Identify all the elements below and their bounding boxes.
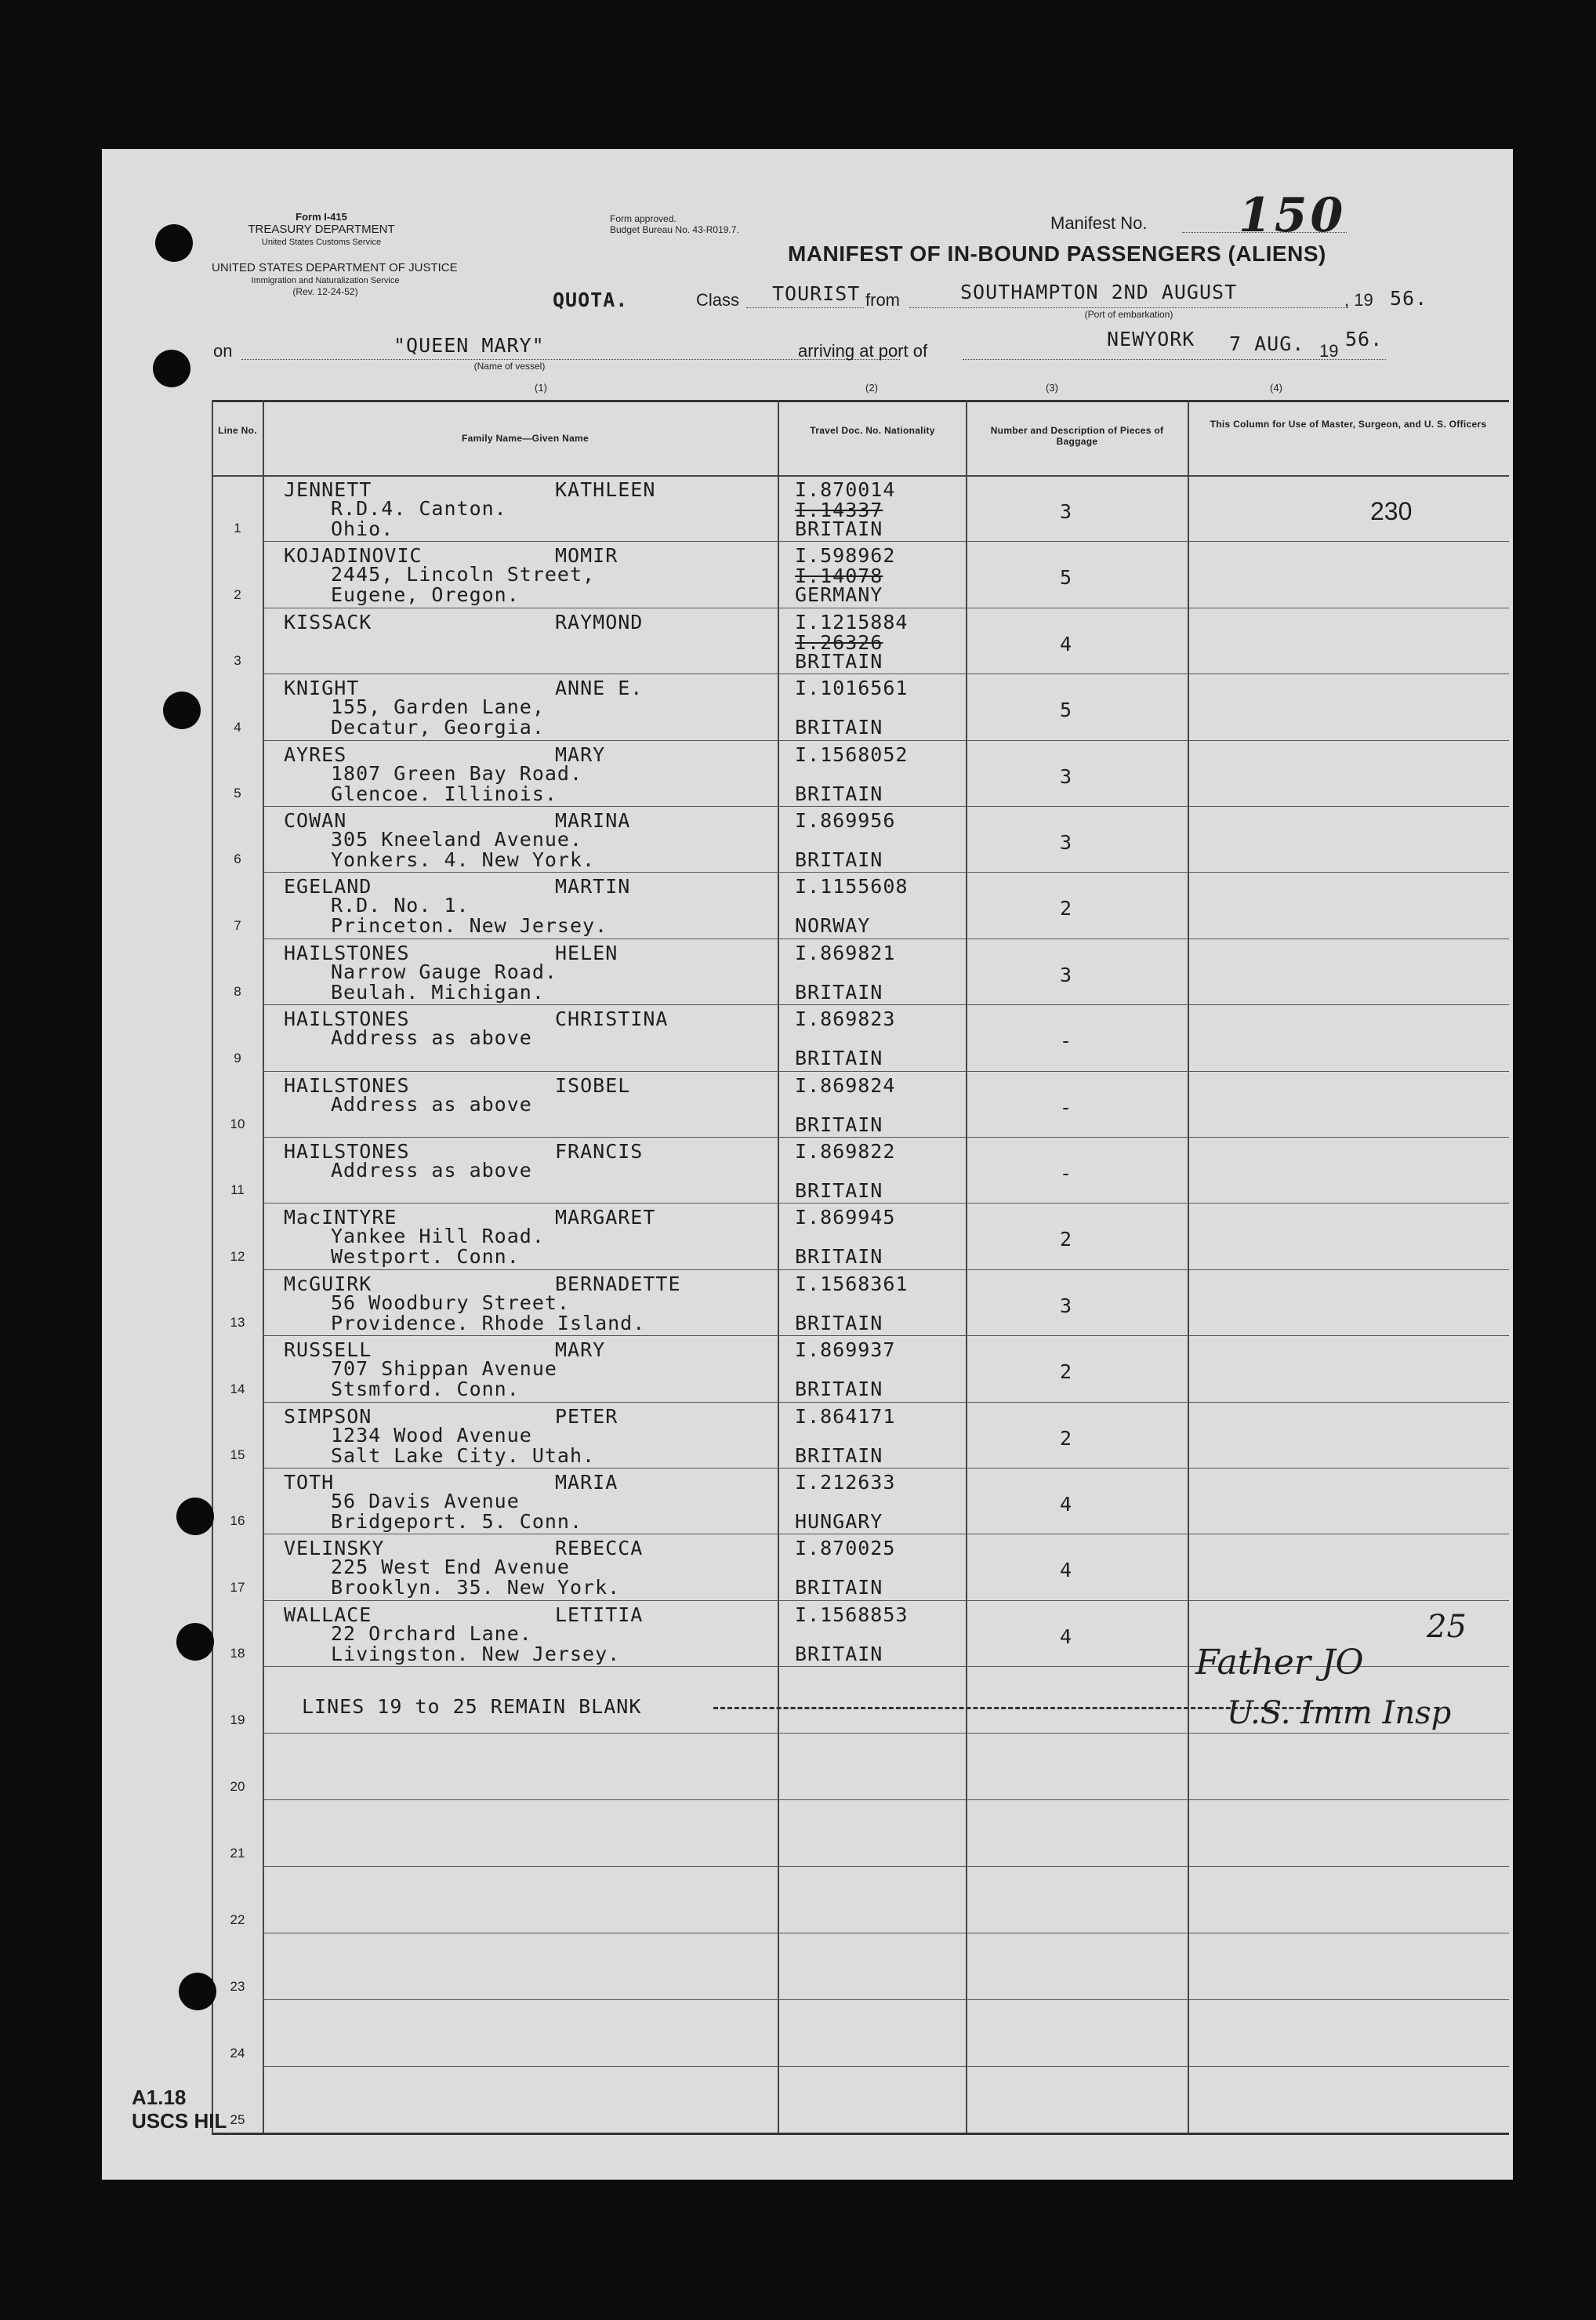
family-name: JENNETT <box>284 478 372 501</box>
quota-label: QUOTA. <box>553 289 629 311</box>
line-number: 22 <box>230 1912 245 1928</box>
travel-doc-number: I.1568853 <box>795 1603 909 1626</box>
nationality: HUNGARY <box>795 1510 883 1533</box>
embarkation-caption: (Port of embarkation) <box>1084 309 1173 320</box>
year-prefix: , 19 <box>1344 290 1373 310</box>
line-number: 5 <box>234 786 241 801</box>
nationality: BRITAIN <box>795 517 883 540</box>
table-row <box>102 1468 103 1469</box>
nationality: BRITAIN <box>795 848 883 871</box>
travel-doc-number: I.869956 <box>795 809 896 832</box>
row-divider <box>263 673 1509 674</box>
travel-doc-number: I.869823 <box>795 1008 896 1031</box>
baggage-count: 3 <box>1059 831 1073 854</box>
baggage-count: 4 <box>1059 1493 1073 1516</box>
inspector-title: U.S. Imm Insp <box>1227 1695 1452 1731</box>
col-4-number: (4) <box>1270 382 1282 394</box>
line-number: 16 <box>230 1513 245 1529</box>
family-name: HAILSTONES <box>284 1008 410 1031</box>
row-divider <box>263 1600 1509 1601</box>
travel-doc-number: I.870025 <box>795 1537 896 1560</box>
address-line-2: Salt Lake City. Utah. <box>331 1443 596 1467</box>
travel-doc-number: I.869821 <box>795 941 896 964</box>
line-number: 2 <box>234 586 241 602</box>
family-name: VELINSKY <box>284 1537 385 1560</box>
given-name: FRANCIS <box>555 1140 644 1163</box>
baggage-count: - <box>1059 1029 1073 1053</box>
given-name: MARIA <box>555 1471 618 1494</box>
baggage-count: 5 <box>1059 699 1073 722</box>
address-line-1: 1807 Green Bay Road. <box>331 761 583 785</box>
baggage-count: 2 <box>1059 1360 1073 1384</box>
line-number: 12 <box>230 1248 245 1264</box>
address-line-1: R.D.4. Canton. <box>331 497 507 520</box>
address-line-2: Eugene, Oregon. <box>331 583 520 607</box>
baggage-count: 4 <box>1059 632 1073 655</box>
given-name: MARY <box>555 742 606 766</box>
row-divider <box>263 740 1509 741</box>
given-name: BERNADETTE <box>555 1272 681 1295</box>
arrival-port: NEWYORK <box>1107 328 1195 350</box>
family-name: KNIGHT <box>284 677 360 700</box>
vessel-caption: (Name of vessel) <box>473 361 546 372</box>
address-line-2: Decatur, Georgia. <box>331 716 545 739</box>
address-line-1: 707 Shippan Avenue <box>331 1357 557 1381</box>
address-line-2: Livingston. New Jersey. <box>331 1642 621 1665</box>
line-number: 23 <box>230 1979 245 1995</box>
nationality: BRITAIN <box>795 1576 883 1599</box>
family-name: McGUIRK <box>284 1272 372 1295</box>
baggage-count: 2 <box>1059 1228 1073 1251</box>
travel-doc-number: I.869945 <box>795 1206 896 1229</box>
line-number: 9 <box>234 1050 241 1066</box>
nationality: BRITAIN <box>795 980 883 1004</box>
justice-label: UNITED STATES DEPARTMENT OF JUSTICE <box>212 261 458 274</box>
header-travel-doc: Travel Doc. No. Nationality <box>810 425 935 436</box>
class-value: TOURIST <box>772 282 861 305</box>
row-divider <box>263 1203 1509 1204</box>
row-divider <box>263 1999 1509 2000</box>
travel-doc-old: I.26326 <box>795 630 883 654</box>
line-number: 15 <box>230 1447 245 1462</box>
line-number: 21 <box>230 1846 245 1861</box>
given-name: REBECCA <box>555 1537 644 1560</box>
family-name: KISSACK <box>284 610 372 634</box>
travel-doc-number: I.1155608 <box>795 875 909 899</box>
travel-doc-number: I.1016561 <box>795 677 909 700</box>
table-row <box>102 872 103 873</box>
table-row <box>102 475 103 476</box>
address-line-1: Narrow Gauge Road. <box>331 960 557 983</box>
punch-hole <box>153 350 190 387</box>
class-label: Class <box>696 290 740 310</box>
given-name: MARY <box>555 1338 606 1362</box>
arriving-label: arriving at port of <box>798 341 928 361</box>
address-line-2: Princeton. New Jersey. <box>331 914 608 938</box>
given-name: LETITIA <box>555 1603 644 1626</box>
table-row <box>102 1335 103 1336</box>
header-baggage: Number and Description of Pieces of Baggage <box>990 425 1164 447</box>
revision-label: (Rev. 12-24-52) <box>292 286 358 297</box>
family-name: MacINTYRE <box>284 1206 397 1229</box>
family-name: HAILSTONES <box>284 941 410 964</box>
form-number: Form I-415 <box>296 211 347 223</box>
given-name: MOMIR <box>555 544 618 568</box>
table-row <box>102 1600 103 1601</box>
family-name: TOTH <box>284 1471 335 1494</box>
table-row <box>102 1203 103 1204</box>
table-row <box>102 1402 103 1403</box>
baggage-count: 2 <box>1059 1426 1073 1450</box>
stamp-office: USCS HIL <box>132 2109 227 2133</box>
row-divider <box>263 1137 1509 1138</box>
address-line-2: Stsmford. Conn. <box>331 1378 520 1401</box>
address-line-1: 56 Woodbury Street. <box>331 1291 570 1314</box>
address-line-1: 155, Garden Lane, <box>331 695 545 719</box>
travel-doc-number: I.870014 <box>795 478 896 501</box>
line-number: 25 <box>230 2112 245 2127</box>
line-number: 20 <box>230 1779 245 1795</box>
baggage-count: 4 <box>1059 1559 1073 1582</box>
budget-bureau: Budget Bureau No. 43-R019.7. <box>610 224 739 235</box>
nationality: BRITAIN <box>795 1443 883 1467</box>
family-name: COWAN <box>284 809 347 832</box>
travel-doc-number: I.869822 <box>795 1140 896 1163</box>
nationality: BRITAIN <box>795 716 883 739</box>
given-name: MARGARET <box>555 1206 656 1229</box>
baggage-count: 3 <box>1059 963 1073 986</box>
col-1-number: (1) <box>535 382 547 394</box>
family-name: HAILSTONES <box>284 1140 410 1163</box>
address-line-2: Glencoe. Illinois. <box>331 782 557 805</box>
row-divider <box>263 1402 1509 1403</box>
customs-label: United States Customs Service <box>261 238 382 247</box>
address-line-1: 225 West End Avenue <box>331 1556 570 1579</box>
given-name: KATHLEEN <box>555 478 656 501</box>
from-label: from <box>865 290 900 310</box>
nationality: NORWAY <box>795 914 871 938</box>
given-name: ISOBEL <box>555 1073 631 1097</box>
baggage-count: 3 <box>1059 764 1073 788</box>
row-divider <box>263 541 1509 542</box>
address-line-2: Brooklyn. 35. New York. <box>331 1576 621 1599</box>
baggage-count: 3 <box>1059 1294 1073 1317</box>
address-line-1: 22 Orchard Lane. <box>331 1621 532 1645</box>
year-value: 56. <box>1390 287 1428 310</box>
punch-hole <box>179 1973 216 2010</box>
address-line-2: Beulah. Michigan. <box>331 980 545 1004</box>
punch-hole <box>176 1623 214 1661</box>
manifest-number: 150 <box>1239 188 1347 243</box>
family-name: EGELAND <box>284 875 372 899</box>
row-divider <box>263 1004 1509 1005</box>
vessel-name: "QUEEN MARY" <box>394 334 545 357</box>
nationality: BRITAIN <box>795 1113 883 1136</box>
manifest-label: Manifest No. <box>1050 213 1148 233</box>
line-number: 17 <box>230 1579 245 1595</box>
table-row <box>102 673 103 674</box>
line-number: 13 <box>230 1315 245 1331</box>
address-line-2: Ohio. <box>331 517 394 540</box>
form-approved: Form approved. <box>610 213 676 224</box>
family-name: WALLACE <box>284 1603 372 1626</box>
manifest-sheet <box>102 149 1513 2180</box>
inspector-count: 25 <box>1427 1609 1467 1645</box>
row-divider <box>263 1799 1509 1800</box>
family-name: KOJADINOVIC <box>284 544 423 568</box>
row-divider <box>263 872 1509 873</box>
address-line-1: 56 Davis Avenue <box>331 1490 520 1512</box>
family-name: SIMPSON <box>284 1404 372 1428</box>
address-line-2: Westport. Conn. <box>331 1245 520 1269</box>
travel-doc-number: I.598962 <box>795 544 896 568</box>
officer-note: 230 <box>1370 497 1413 525</box>
line-number: 18 <box>230 1646 245 1661</box>
given-name: HELEN <box>555 941 618 964</box>
line-number: 6 <box>234 851 241 867</box>
nationality: BRITAIN <box>795 782 883 805</box>
address-line-2: Yonkers. 4. New York. <box>331 848 596 871</box>
stamp-code: A1.18 <box>132 2086 187 2109</box>
address-line-2: Bridgeport. 5. Conn. <box>331 1510 583 1533</box>
header-line-no: Line No. <box>218 425 257 436</box>
given-name: PETER <box>555 1404 618 1428</box>
table-row <box>102 1004 103 1005</box>
row-divider <box>263 1468 1509 1469</box>
line-number: 11 <box>230 1182 245 1198</box>
baggage-count: 2 <box>1059 897 1073 920</box>
address-line-1: R.D. No. 1. <box>331 894 470 917</box>
row-divider <box>263 1866 1509 1867</box>
nationality: BRITAIN <box>795 1179 883 1202</box>
table-row <box>102 541 103 542</box>
baggage-count: 3 <box>1059 500 1073 523</box>
table-row <box>102 1269 103 1270</box>
given-name: ANNE E. <box>555 677 644 700</box>
row-divider <box>263 1071 1509 1072</box>
punch-hole <box>155 224 193 262</box>
given-name: CHRISTINA <box>555 1008 669 1031</box>
address-line-2: Providence. Rhode Island. <box>331 1311 646 1334</box>
family-name: HAILSTONES <box>284 1073 410 1097</box>
row-divider <box>263 1335 1509 1336</box>
embarkation-port: SOUTHAMPTON 2ND AUGUST <box>960 281 1238 303</box>
line-number: 14 <box>230 1381 245 1396</box>
travel-doc-number: I.864171 <box>795 1404 896 1428</box>
col-2-number: (2) <box>865 382 878 394</box>
nationality: BRITAIN <box>795 1642 883 1665</box>
table-row <box>102 806 103 807</box>
address-line-1: 305 Kneeland Avenue. <box>331 828 583 851</box>
line-number: 24 <box>230 2046 245 2061</box>
line-number: 10 <box>230 1116 245 1131</box>
travel-doc-old: I.14078 <box>795 565 883 588</box>
nationality: BRITAIN <box>795 1378 883 1401</box>
table-row <box>102 740 103 741</box>
travel-doc-number: I.212633 <box>795 1471 896 1494</box>
address-line-1: Yankee Hill Road. <box>331 1225 545 1248</box>
row-divider <box>263 1269 1509 1270</box>
row-divider <box>263 1733 1509 1734</box>
travel-doc-number: I.1568052 <box>795 742 909 766</box>
baggage-count: - <box>1059 1095 1073 1119</box>
nationality: BRITAIN <box>795 1245 883 1269</box>
address-line-1: Address as above <box>331 1092 532 1116</box>
baggage-count: 4 <box>1059 1625 1073 1648</box>
nationality: BRITAIN <box>795 1311 883 1334</box>
given-name: MARTIN <box>555 875 631 899</box>
arrival-year-prefix: 19 <box>1319 341 1339 361</box>
header-officers: This Column for Use of Master, Surgeon, and U. S. Officers <box>1210 419 1487 430</box>
line-number: 1 <box>234 521 241 536</box>
on-label: on <box>213 341 233 361</box>
address-line-1: Address as above <box>331 1159 532 1182</box>
nationality: BRITAIN <box>795 649 883 673</box>
family-name: AYRES <box>284 742 347 766</box>
treasury-label: TREASURY DEPARTMENT <box>248 223 395 236</box>
row-divider <box>263 806 1509 807</box>
travel-doc-old: I.14337 <box>795 499 883 521</box>
arrival-date: 7 AUG. <box>1229 332 1305 355</box>
nationality: GERMANY <box>795 583 883 607</box>
line-number: 8 <box>234 984 241 1000</box>
nationality: BRITAIN <box>795 1047 883 1070</box>
punch-hole <box>163 692 201 729</box>
row-divider <box>263 2066 1509 2067</box>
table-row <box>102 1071 103 1072</box>
ins-label: Immigration and Naturalization Service <box>251 276 400 285</box>
table-row <box>102 1137 103 1138</box>
address-line-1: 1234 Wood Avenue <box>331 1423 532 1447</box>
given-name: RAYMOND <box>555 610 644 634</box>
line-number: 7 <box>234 917 241 933</box>
baggage-count: - <box>1059 1162 1073 1185</box>
travel-doc-number: I.869824 <box>795 1073 896 1097</box>
line-number: 3 <box>234 653 241 669</box>
travel-doc-number: I.1215884 <box>795 610 909 634</box>
travel-doc-number: I.869937 <box>795 1338 896 1362</box>
inspector-signature: Father JO <box>1195 1643 1364 1683</box>
punch-hole <box>176 1498 214 1535</box>
baggage-count: 5 <box>1059 566 1073 590</box>
manifest-title: MANIFEST OF IN-BOUND PASSENGERS (ALIENS) <box>788 241 1326 266</box>
header-name: Family Name—Given Name <box>462 433 589 444</box>
arrival-year: 56. <box>1345 328 1384 350</box>
address-line-1: 2445, Lincoln Street, <box>331 563 596 586</box>
travel-doc-number: I.1568361 <box>795 1272 909 1295</box>
blank-lines-note: LINES 19 to 25 REMAIN BLANK <box>302 1695 642 1718</box>
given-name: MARINA <box>555 809 631 832</box>
address-line-1: Address as above <box>331 1026 532 1050</box>
line-number: 19 <box>230 1712 245 1728</box>
family-name: RUSSELL <box>284 1338 372 1362</box>
col-3-number: (3) <box>1046 382 1058 394</box>
line-number: 4 <box>234 719 241 735</box>
